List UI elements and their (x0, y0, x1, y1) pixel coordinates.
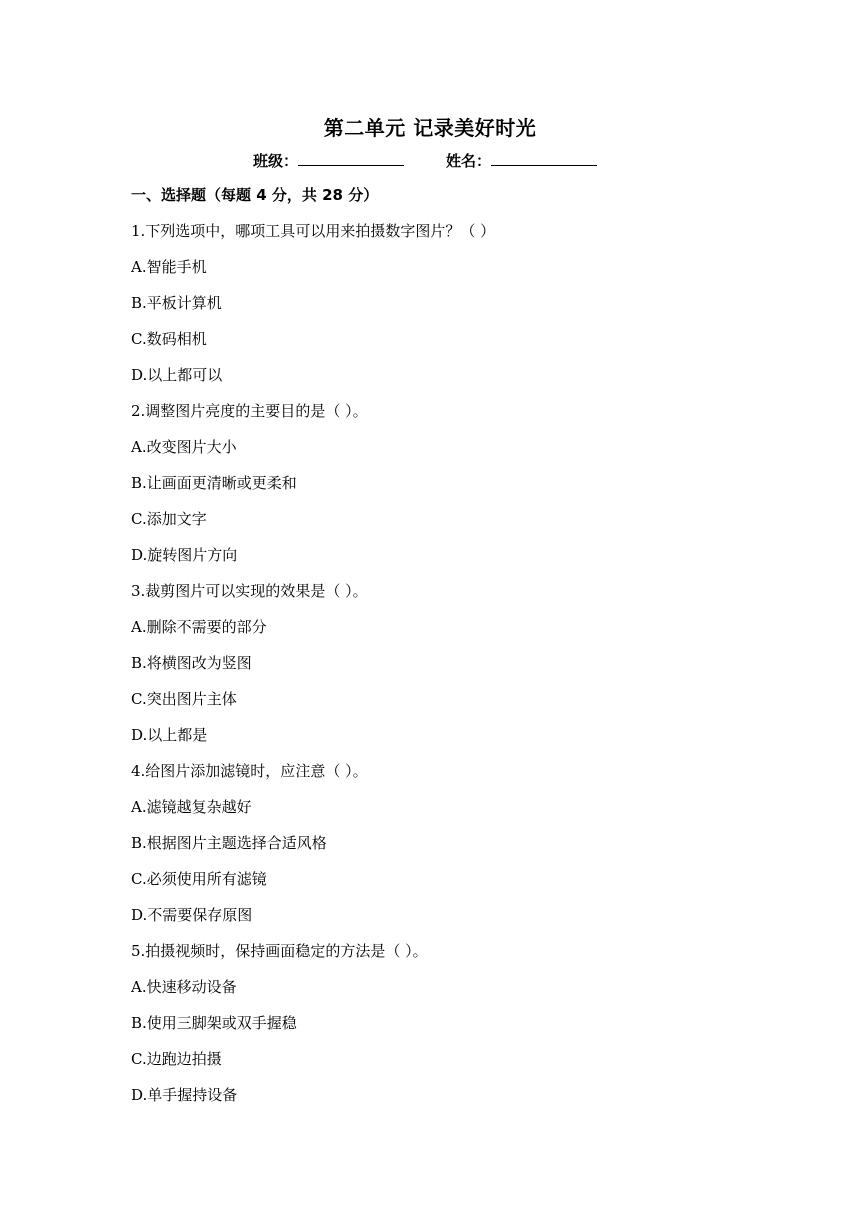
section-heading: 一、选择题（每题 4 分，共 28 分） (131, 186, 379, 204)
name-label: 姓名： (446, 152, 492, 170)
question-1-option-b: B.平板计算机 (131, 294, 222, 312)
question-2-option-c: C.添加文字 (131, 510, 207, 528)
question-5-option-c: C.边跑边拍摄 (131, 1050, 222, 1068)
question-5-option-b: B.使用三脚架或双手握稳 (131, 1014, 297, 1032)
student-info-row (253, 150, 597, 172)
question-1-option-c: C.数码相机 (131, 330, 207, 348)
question-4-option-b: B.根据图片主题选择合适风格 (131, 834, 327, 852)
question-4-option-d: D.不需要保存原图 (131, 906, 253, 924)
question-4-option-c: C.必须使用所有滤镜 (131, 870, 267, 888)
question-3-option-d: D.以上都是 (131, 726, 208, 744)
question-1-option-d: D.以上都可以 (131, 366, 223, 384)
class-blank[interactable] (298, 150, 404, 166)
question-3-option-b: B.将横图改为竖图 (131, 654, 252, 672)
question-2-option-b: B.让画面更清晰或更柔和 (131, 474, 297, 492)
question-5-option-d: D.单手握持设备 (131, 1086, 238, 1104)
question-4-stem: 4.给图片添加滤镜时，应注意（ ）。 (131, 762, 368, 780)
question-3-option-c: C.突出图片主体 (131, 690, 237, 708)
class-label: 班级： (253, 152, 299, 170)
page-title: 第二单元 记录美好时光 (323, 116, 537, 140)
question-1-option-a: A.智能手机 (131, 258, 207, 276)
question-5-stem: 5.拍摄视频时，保持画面稳定的方法是（ ）。 (131, 942, 428, 960)
question-1-stem: 1.下列选项中，哪项工具可以用来拍摄数字图片？（ ） (131, 222, 496, 240)
question-2-option-a: A.改变图片大小 (131, 438, 237, 456)
question-5-option-a: A.快速移动设备 (131, 978, 237, 996)
question-3-option-a: A.删除不需要的部分 (131, 618, 267, 636)
name-blank[interactable] (491, 150, 597, 166)
question-3-stem: 3.裁剪图片可以实现的效果是（ ）。 (131, 582, 368, 600)
question-2-option-d: D.旋转图片方向 (131, 546, 238, 564)
question-4-option-a: A.滤镜越复杂越好 (131, 798, 252, 816)
question-2-stem: 2.调整图片亮度的主要目的是（ ）。 (131, 402, 368, 420)
